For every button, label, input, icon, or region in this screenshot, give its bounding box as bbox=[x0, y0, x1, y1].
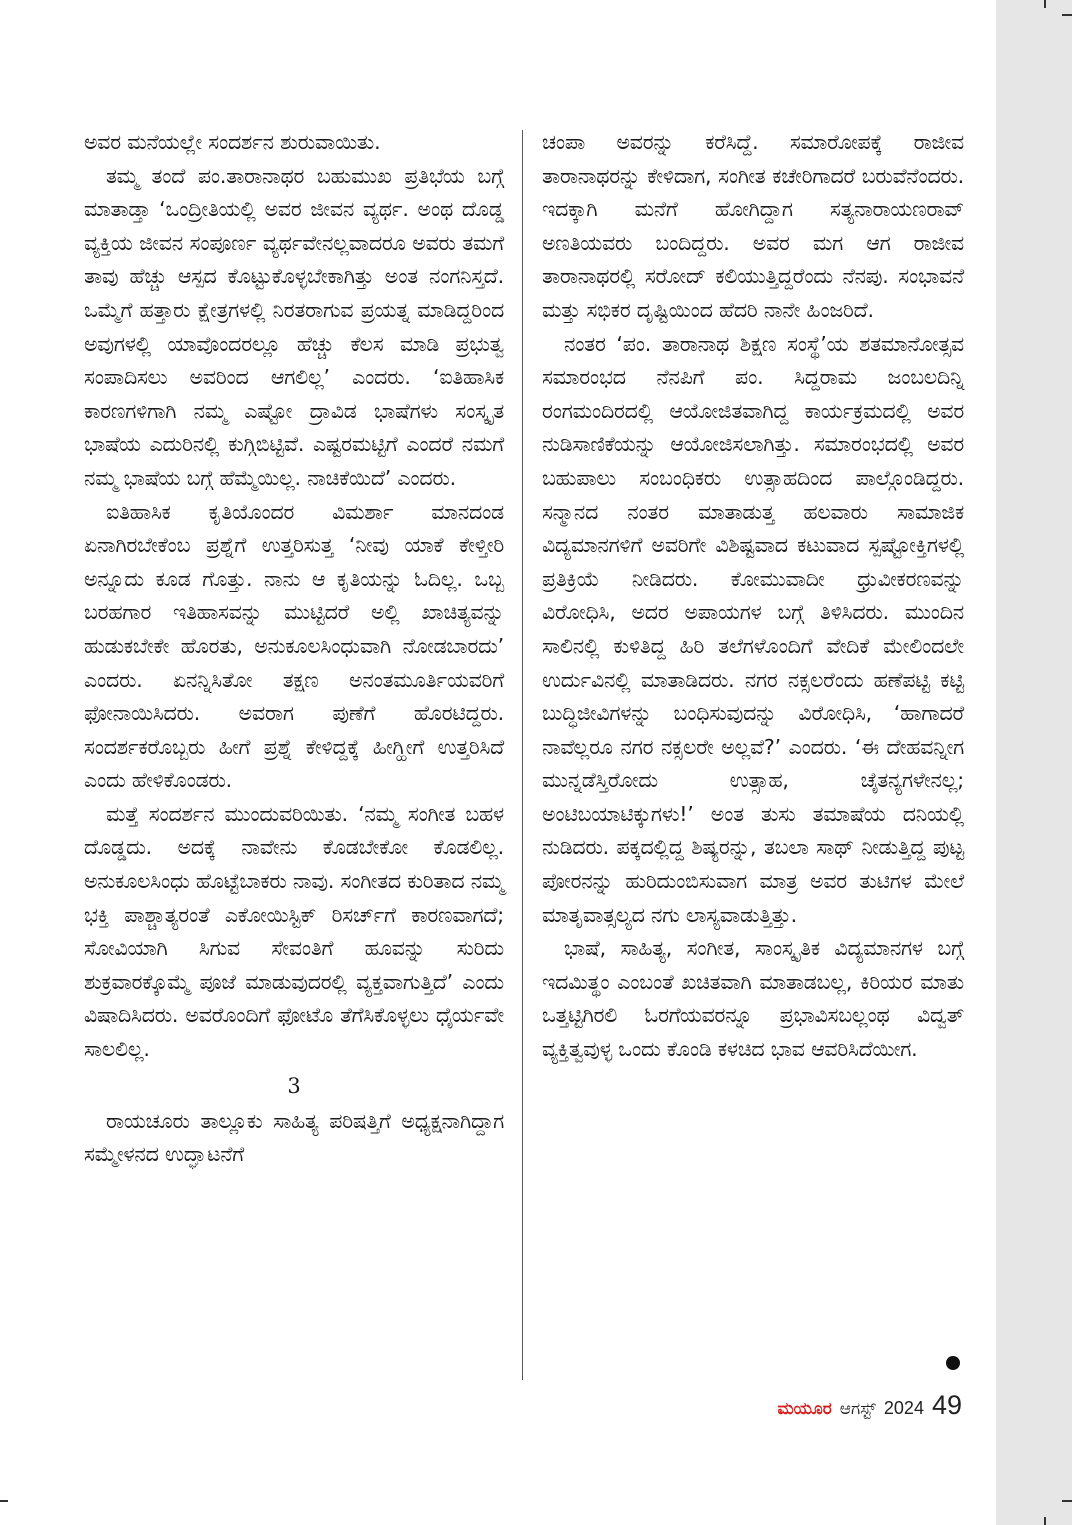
magazine-name: ಮಯೂರ bbox=[777, 1399, 832, 1419]
paragraph: ಐತಿಹಾಸಿಕ ಕೃತಿಯೊಂದರ ವಿಮರ್ಶಾ ಮಾನದಂಡ ಏನಾಗಿರಬೇಕೆಂಬ ಪ್ರಶ್ನೆಗೆ ಉತ್ತರಿಸುತ್ತ ‘ನೀವು ಯಾಕೆ ಕೇಳ್ತೀರಿ ಅನ್ನೂದು ಕೂಡ ಗೊತ್ತು. ನಾನು ಆ ಕೃತಿಯನ್ನು ಓದಿಲ್ಲ. ಒಬ್ಬ ಬರಹಗಾರ ಇತಿಹಾಸವನ್ನು ಮುಟ್ಟಿದರೆ ಅಲ್ಲಿ ಖಾಚಿತ್ಯವನ್ನು ಹುಡುಕಬೇಕೇ ಹೊರತು, ಅನುಕೂಲಸಿಂಧುವಾಗಿ ನೋಡಬಾರದು’ ಎಂದರು. ಏನನ್ನಿಸಿತೋ ತಕ್ಷಣ ಅನಂತಮೂರ್ತಿಯವರಿಗೆ ಫೋನಾಯಿಸಿದರು. ಅವರಾಗ ಪುಣೆಗೆ ಹೊರಟಿದ್ದರು. ಸಂದರ್ಶಕರೊಬ್ಬರು ಹೀಗೆ ಪ್ರಶ್ನೆ ಕೇಳಿದ್ದಕ್ಕೆ ಹೀಗ್ಹೀಗೆ ಉತ್ತರಿಸಿದೆ ಎಂದು ಹೇಳಿಕೊಂಡರು. bbox=[84, 499, 504, 793]
crop-mark-right-bottom bbox=[1062, 1500, 1072, 1502]
paragraph: ತಮ್ಮ ತಂದೆ ಪಂ.ತಾರಾನಾಥರ ಬಹುಮುಖ ಪ್ರತಿಭೆಯ ಬಗ್ಗೆ ಮಾತಾಡ್ತಾ ‘ಒಂದ್ರೀತಿಯಲ್ಲಿ ಅವರ ಜೀವನ ವ್ಯರ್ಥ. ಅಂಥ ದೊಡ್ಡ ವ್ಯಕ್ತಿಯ ಜೀವನ ಸಂಪೂರ್ಣ ವ್ಯರ್ಥವೇನಲ್ಲವಾದರೂ ಅವರು ತಮಗೆ ತಾವು ಹೆಚ್ಚು ಆಸ್ಪದ ಕೊಟ್ಟುಕೊಳ್ಳಬೇಕಾಗಿತ್ತು ಅಂತ ನಂಗನಿಸ್ತದೆ. ಒಮ್ಮೆಗೆ ಹತ್ತಾರು ಕ್ಷೇತ್ರಗಳಲ್ಲಿ ನಿರತರಾಗುವ ಪ್ರಯತ್ನ ಮಾಡಿದ್ದರಿಂದ ಅವುಗಳಲ್ಲಿ ಯಾವೊಂದರಲ್ಲೂ ಹೆಚ್ಚು ಕೆಲಸ ಮಾಡಿ ಪ್ರಭುತ್ವ ಸಂಪಾದಿಸಲು ಅವರಿಂದ ಆಗಲಿಲ್ಲ’ ಎಂದರು. ‘ಐತಿಹಾಸಿಕ ಕಾರಣಗಳಿಗಾಗಿ ನಮ್ಮ ಎಷ್ಟೋ ದ್ರಾವಿಡ ಭಾಷೆಗಳು ಸಂಸ್ಕೃತ ಭಾಷೆಯ ಎದುರಿನಲ್ಲಿ ಕುಗ್ಗಿಬಿಟ್ಟಿವೆ. ಎಷ್ಟರಮಟ್ಟಿಗೆ ಎಂದರೆ ನಮಗೆ ನಮ್ಮ ಭಾಷೆಯ ಬಗ್ಗೆ ಹೆಮ್ಮೆಯಿಲ್ಲ. ನಾಚಿಕೆಯಿದೆ’ ಎಂದರು. bbox=[84, 163, 504, 490]
column-divider bbox=[522, 130, 523, 1380]
section-number: 3 bbox=[287, 1073, 301, 1098]
issue-month: ಆಗಸ್ಟ್ bbox=[839, 1399, 876, 1419]
page-margin-strip bbox=[996, 0, 1072, 1525]
issue-year: 2024 bbox=[883, 1398, 924, 1418]
end-of-article-bullet bbox=[946, 1356, 960, 1370]
paragraph: ನಂತರ ‘ಪಂ. ತಾರಾನಾಥ ಶಿಕ್ಷಣ ಸಂಸ್ಥೆ’ಯ ಶತಮಾನೋತ್ಸವ ಸಮಾರಂಭದ ನೆನಪಿಗೆ ಪಂ. ಸಿದ್ದರಾಮ ಜಂಬಲದಿನ್ನಿ ರಂಗಮಂದಿರದಲ್ಲಿ ಆಯೋಜಿತವಾಗಿದ್ದ ಕಾರ್ಯಕ್ರಮದಲ್ಲಿ ಅವರ ನುಡಿಸಾಣಿಕೆಯನ್ನು ಆಯೋಜಿಸಲಾಗಿತ್ತು. ಸಮಾರಂಭದಲ್ಲಿ ಅವರ ಬಹುಪಾಲು ಸಂಬಂಧಿಕರು ಉತ್ಸಾಹದಿಂದ ಪಾಲ್ಗೊಂಡಿದ್ದರು. ಸನ್ಮಾನದ ನಂತರ ಮಾತಾಡುತ್ತ ಹಲವಾರು ಸಾಮಾಜಿಕ ವಿದ್ಯಮಾನಗಳಿಗೆ ಅವರಿಗೇ ವಿಶಿಷ್ಟವಾದ ಕಟುವಾದ ಸ್ಪಷ್ಟೋಕ್ತಿಗಳಲ್ಲಿ ಪ್ರತಿಕ್ರಿಯೆ ನೀಡಿದರು. ಕೋಮುವಾದೀ ಧ್ರುವೀಕರಣವನ್ನು ವಿರೋಧಿಸಿ, ಅದರ ಅಪಾಯಗಳ ಬಗ್ಗೆ ತಿಳಿಸಿದರು. ಮುಂದಿನ ಸಾಲಿನಲ್ಲಿ ಕುಳಿತಿದ್ದ ಹಿರಿ ತಲೆಗಳೊಂದಿಗೆ ವೇದಿಕೆ ಮೇಲಿಂದಲೇ ಉರ್ದುವಿನಲ್ಲಿ ಮಾತಾಡಿದರು. ನಗರ ನಕ್ಸಲರೆಂದು ಹಣೆಪಟ್ಟಿ ಕಟ್ಟಿ ಬುದ್ಧಿಜೀವಿಗಳನ್ನು ಬಂಧಿಸುವುದನ್ನು ವಿರೋಧಿಸಿ, ‘ಹಾಗಾದರೆ ನಾವೆಲ್ಲರೂ ನಗರ ನಕ್ಸಲರೇ ಅಲ್ಲವೆ?’ ಎಂದರು. ‘ಈ ದೇಹವನ್ನೀಗ ಮುನ್ನಡೆಸ್ತಿರೋದು ಉತ್ಸಾಹ, ಚೈತನ್ಯಗಳೇನಲ್ಲ; ಅಂಟಿಬಯಾಟಿಕ್ಕುಗಳು!’ ಅಂತ ತುಸು ತಮಾಷೆಯ ದನಿಯಲ್ಲಿ ನುಡಿದರು. ಪಕ್ಕದಲ್ಲಿದ್ದ ಶಿಷ್ಯರನ್ನು, ತಬಲಾ ಸಾಥ್ ನೀಡುತ್ತಿದ್ದ ಪುಟ್ಟ ಪೋರನನ್ನು ಹುರಿದುಂಬಿಸುವಾಗ ಮಾತ್ರ ಅವರ ತುಟಿಗಳ ಮೇಲೆ ಮಾತೃವಾತ್ಸಲ್ಯದ ನಗು ಲಾಸ್ಯವಾಡುತ್ತಿತ್ತು. bbox=[542, 331, 964, 927]
page-number: 49 bbox=[931, 1390, 962, 1420]
crop-mark-right-top bbox=[1062, 14, 1072, 16]
paragraph: ಚಂಪಾ ಅವರನ್ನು ಕರೆಸಿದ್ದೆ. ಸಮಾರೋಪಕ್ಕೆ ರಾಜೀವ ತಾರಾನಾಥರನ್ನು ಕೇಳಿದಾಗ, ಸಂಗೀತ ಕಚೇರಿಗಾದರೆ ಬರುವೆನೆಂದರು. ಇದಕ್ಕಾಗಿ ಮನೆಗೆ ಹೋಗಿದ್ದಾಗ ಸತ್ಯನಾರಾಯಣರಾವ್ ಅಣತಿಯವರು ಬಂದಿದ್ದರು. ಅವರ ಮಗ ಆಗ ರಾಜೀವ ತಾರಾನಾಥರಲ್ಲಿ ಸರೋದ್ ಕಲಿಯುತ್ತಿದ್ದರೆಂದು ನೆನಪು. ಸಂಭಾವನೆ ಮತ್ತು ಸಭಿಕರ ದೃಷ್ಟಿಯಿಂದ ಹೆದರಿ ನಾನೇ ಹಿಂಜರಿದೆ. bbox=[542, 130, 964, 322]
crop-mark-bottom bbox=[1044, 1517, 1046, 1525]
page-footer bbox=[778, 1390, 963, 1421]
paragraph: ಮತ್ತೆ ಸಂದರ್ಶನ ಮುಂದುವರಿಯಿತು. ‘ನಮ್ಮ ಸಂಗೀತ ಬಹಳ ದೊಡ್ಡದು. ಅದಕ್ಕೆ ನಾವೇನು ಕೊಡಬೇಕೋ ಕೊಡಲಿಲ್ಲ. ಅನುಕೂಲಸಿಂಧು ಹೊಟ್ಟೆಬಾಕರು ನಾವು. ಸಂಗೀತದ ಕುರಿತಾದ ನಮ್ಮ ಭಕ್ತಿ ಪಾಶ್ಚಾತ್ಯರಂತೆ ಎಕೋಯಿಸ್ಟಿಕ್ ರಿಸರ್ಚ್‌ಗೆ ಕಾರಣವಾಗದೆ; ಸೋವಿಯಾಗಿ ಸಿಗುವ ಸೇವಂತಿಗೆ ಹೂವನ್ನು ಸುರಿದು ಶುಕ್ರವಾರಕ್ಕೊಮ್ಮೆ ಪೂಜೆ ಮಾಡುವುದರಲ್ಲಿ ವ್ಯಕ್ತವಾಗುತ್ತಿದೆ’ ಎಂದು ವಿಷಾದಿಸಿದರು. ಅವರೊಂದಿಗೆ ಫೋಟೊ ತೆಗೆಸಿಕೊಳ್ಳಲು ಧೈರ್ಯವೇ ಸಾಲಲಿಲ್ಲ. bbox=[84, 801, 504, 1062]
paragraph: ಭಾಷೆ, ಸಾಹಿತ್ಯ, ಸಂಗೀತ, ಸಾಂಸ್ಕೃತಿಕ ವಿದ್ಯಮಾನಗಳ ಬಗ್ಗೆ ಇದಮಿತ್ಥಂ ಎಂಬಂತೆ ಖಚಿತವಾಗಿ ಮಾತಾಡಬಲ್ಲ, ಕಿರಿಯರ ಮಾತು ಒತ್ತಟ್ಟಿಗಿರಲಿ ಓರಗೆಯವರನ್ನೂ ಪ್ರಭಾವಿಸಬಲ್ಲಂಥ ವಿದ್ವತ್ ವ್ಯಕ್ತಿತ್ವವುಳ್ಳ ಒಂದು ಕೊಂಡಿ ಕಳಚಿದ ಭಾವ ಆವರಿಸಿದೆಯೀಗ. bbox=[542, 936, 964, 1062]
paragraph: ರಾಯಚೂರು ತಾಲ್ಲೂಕು ಸಾಹಿತ್ಯ ಪರಿಷತ್ತಿಗೆ ಅಧ್ಯಕ್ಷನಾಗಿದ್ದಾಗ ಸಮ್ಮೇಳನದ ಉದ್ಘಾಟನೆಗೆ bbox=[84, 1108, 504, 1167]
paragraph: ಅವರ ಮನೆಯಲ್ಲೇ ಸಂದರ್ಶನ ಶುರುವಾಯಿತು. bbox=[84, 130, 381, 154]
article-column-left bbox=[84, 126, 504, 1172]
crop-mark-left-bottom bbox=[0, 1500, 8, 1502]
article-column-right bbox=[542, 126, 964, 1067]
crop-mark-top bbox=[1044, 0, 1046, 8]
